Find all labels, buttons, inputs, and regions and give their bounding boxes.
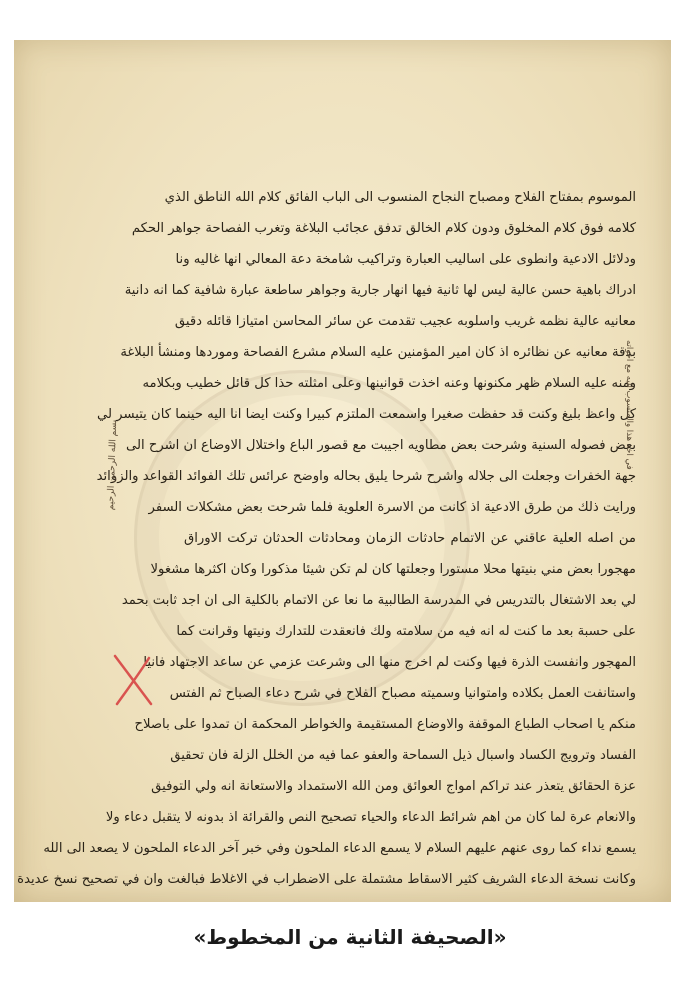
manuscript-line: على حسبة بعد ما كنت له انه فيه من سلامته ولك فانعقدت للتدارك ونيتها وقرانت كما	[176, 624, 636, 639]
manuscript-line: ورايت ذلك من طرق الادعية اذ كانت من الاسرة العلوية فلما شرحت بعض مشكلات السفر	[148, 500, 636, 515]
manuscript-line: كل واعظ بليغ وكنت قد حفظت صغيرا واسمعت الملتزم كبيرا وكنت ايضا انا اليه حينما كان يتيسر لي	[96, 407, 636, 422]
manuscript-line: مهجورا بعض مني بنيتها محلا مستورا وجعلتها كان لم تكن شيئا مذكورا وكان اكثرها مشغولا	[150, 562, 636, 577]
figure-caption: «الصحيفة الثانية من المخطوط»	[193, 925, 507, 949]
manuscript-line: والانعام عرة لما كان من اهم شرائط الدعاء والحياء تصحيح النص والقرائة اذ بدونه لا يتقبل دعاء ولا	[105, 810, 636, 825]
manuscript-line: من اصله العلية عاقني عن الاتمام حادثات الزمان ومحادثات الحدثان تركت الاوراق	[184, 531, 636, 546]
manuscript-line: الموسوم بمفتاح الفلاح ومصباح النجاح المنسوب الى الباب الفائق كلام الله الناطق الذي	[164, 190, 636, 205]
manuscript-line: وكانت نسخة الدعاء الشريف كثير الاسقاط مشتملة على الاضطراب في الاغلاط فبالغت وان في تصحيح نسخ عديدة	[17, 872, 636, 887]
manuscript-line: ومنه عليه السلام ظهر مكنونها وعنه اخذت قوانينها وعلى امثلته حذا كل قائل خطيب وبكلامه	[142, 376, 636, 391]
manuscript-line: عزة الحقائق يتعذر عند تراكم امواج العوائق ومن الله الاستمداد والاستعانة انه ولي التوفيق	[151, 779, 636, 794]
manuscript-line: بدقة معانيه عن نظائره اذ كان امير المؤمنين عليه السلام مشرع الفصاحة وموردها ومنشأ البلاغة	[120, 345, 636, 360]
manuscript-line: معانيه عالية نظمه غريب واسلوبه عجيب تقدمت عن سائر المحاسن امتيازا قائله دقيق	[174, 314, 636, 329]
manuscript-line: كلامه فوق كلام المخلوق ودون كلام الخالق تدفق عجائب البلاغة وتغرب الفصاحة جواهر الحكم	[131, 221, 636, 236]
manuscript-line: الفساد وترويج الكساد واسبال ذيل السماحة والعفو عما فيه من الخلل الزلة فان تحقيق	[170, 748, 636, 763]
manuscript-line: ودلائل الادعية وانطوى على اساليب العبارة وتراكيب شامخة دعة المعالي انها غاليه ونا	[175, 252, 636, 267]
manuscript-line: بعض فصوله السنية وشرحت بعض مطاويه اجيبت مع قصور الباع واختلال الاوضاع ان اشرح الى	[125, 438, 636, 453]
manuscript-line: المهجور وانفست الذرة فيها وكنت لم اخرج منها الى وشرعت عزمي عن ساعد الاجتهاد فانيا	[143, 655, 636, 670]
manuscript-line: يسمع نداء كما روى عنهم عليهم السلام لا يسمع الدعاء الملحون وفي خبر آخر الدعاء الملحون لا يصعد الى الله	[43, 841, 636, 856]
right-margin-note: في اخذ هذا والمنسوب اليه مع اخواته	[624, 340, 634, 470]
manuscript-line: لي بعد الاشتغال بالتدريس في المدرسة الطالبية ما نعا عن الاتمام بالكلية الى ان اجد ثابت بحمد	[121, 593, 636, 608]
manuscript-line: ادراك باهية حسن عالية ليس لها ثانية فيها انهار جارية وجواهر ساطعة عبارة شافية كما انه دانية	[124, 283, 636, 298]
left-margin-note: بسم الله الرحمن الرحيم	[106, 419, 120, 511]
manuscript-line: جهة الخفرات وجعلت الى جلاله واشرح شرحا يليق بحاله واوضح عرائس تلك الفوائد القواعد والزوائد	[96, 469, 636, 484]
manuscript-line: منكم يا اصحاب الطباع الموقفة والاوضاع المستقيمة والخواطر المحكمة ان تمدوا على باصلاح	[134, 717, 636, 732]
manuscript-page	[14, 40, 671, 902]
red-cross-mark	[109, 650, 157, 710]
manuscript-line: واستانفت العمل بكلاده وامتوانيا وسميته مصباح الفلاح في شرح دعاء الصباح ثم الفتس	[169, 686, 636, 701]
